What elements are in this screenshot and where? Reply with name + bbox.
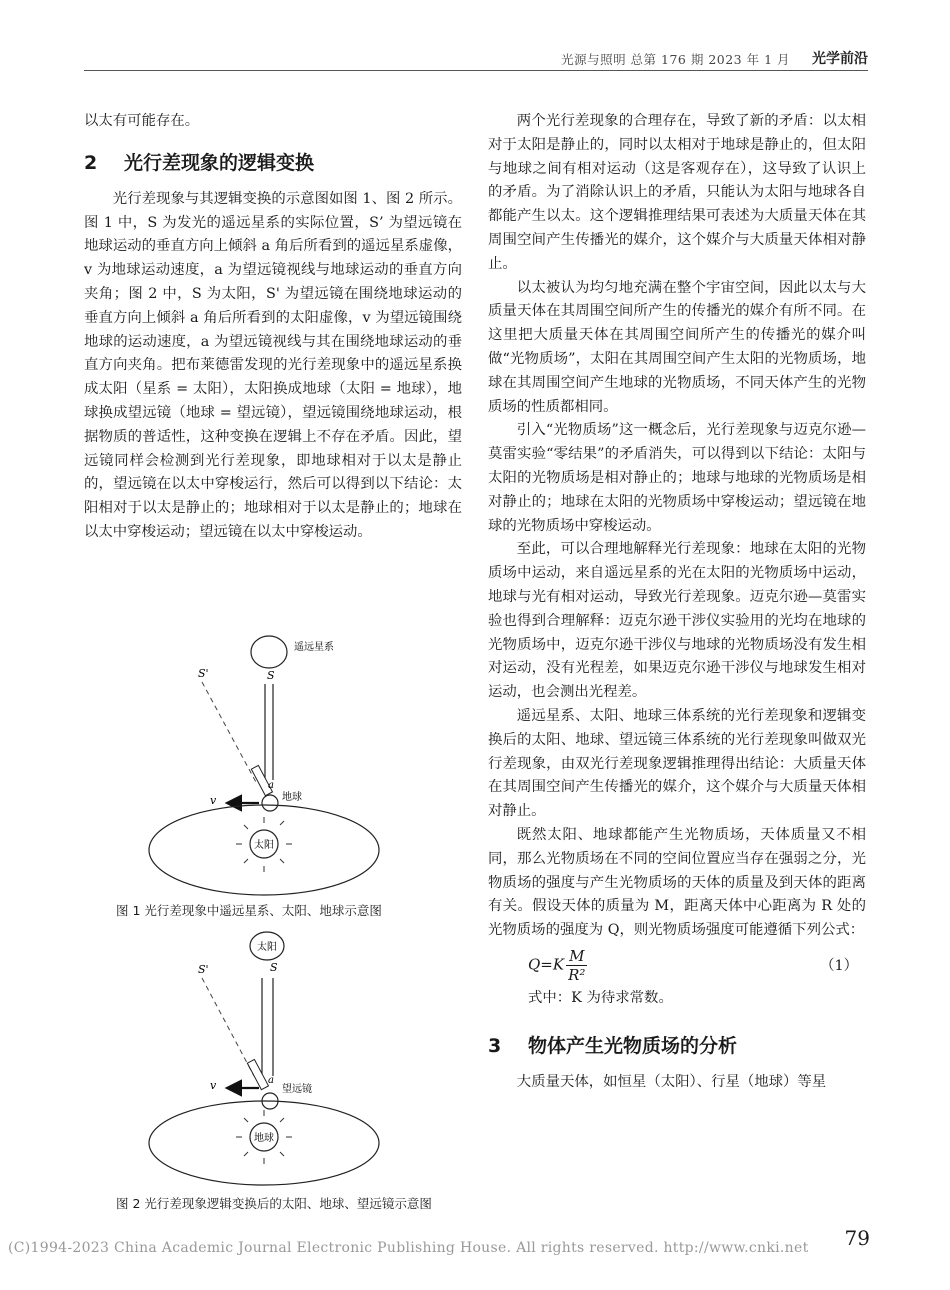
paragraph: 至此，可以合理地解释光行差现象：地球在太阳的光物质场中运动，来自遥远星系的光在太阳的光物质场中运动，地球与光有相对运动，导致光行差现象。迈克尔逊—莫雷实验也得到合理解释：迈克尔逊干涉仪实验用的光均在地球的光物质场中，迈克尔逊干涉仪与地球的光物质场没有发生相对运动，没有光程差，如果迈克尔逊干涉仪与地球发生相对运动，也会测出光程差。 xyxy=(488,541,866,701)
paragraph: 既然太阳、地球都能产生光物质场，天体质量又不相同，那么光物质场在不同的空间位置应当存在强弱之分，光物质场的强度与产生光物质场的天体的质量及到天体的距离有关。假设天体的质量为 M，距离天体中心距离为 R 处的光物质场的强度为 Q，则光物质场强度可能遵循下列公式： xyxy=(488,826,866,939)
figure-2-caption: 图 2 光行差现象逻辑变换后的太阳、地球、望远镜示意图 xyxy=(116,1196,432,1211)
paragraph: 两个光行差现象的合理存在，导致了新的矛盾：以太相对于太阳是静止的，同时以太相对于地球是静止的，但太阳与地球之间有相对运动（这是客观存在），这导致了认识上的矛盾。为了消除认识上的矛盾，只能认为太阳与地球各自都能产生以太。这个逻辑推理结果可表述为大质量天体在其周围空间产生传播光的媒介，这个媒介与大质量天体相对静止。 xyxy=(488,113,866,272)
figure-1-diagram xyxy=(84,632,462,897)
s-prime-label: S' xyxy=(198,963,209,976)
formula-expression xyxy=(528,947,587,984)
dashed-line xyxy=(202,978,254,1076)
star-label: 遥远星系 xyxy=(294,642,334,653)
moving-body-label: 地球 xyxy=(282,792,302,803)
section-number: 2 xyxy=(84,151,98,174)
formula-1 xyxy=(488,943,866,987)
formula-lhs: Q=K xyxy=(528,955,565,974)
s-label: S xyxy=(267,669,275,682)
formula-denominator: R² xyxy=(568,965,586,984)
v-label: v xyxy=(210,1079,217,1092)
paragraph: 光行差现象与其逻辑变换的示意图如图 1、图 2 所示。图 1 中，S 为发光的遥远星系的实际位置，S’ 为望远镜在地球运动的垂直方向上倾斜 a 角后所看到的遥远星系虚像，v 为地球运动速度，a 为望远镜视线与地球运动的垂直方向夹角；图 2 中，S 为太阳，S' 为望远镜在围绕地球运动的垂直方向上倾斜 a 角后所看到的太阳虚像，v 为望远镜围绕地球的运动速度，a 为望远镜视线与其在围绕地球运动的垂直方向夹角。把布莱德雷发现的光行差现象中的遥远星系换成太阳（星系 = 太阳），太阳换成地球（太阳 = 地球），地球换成望远镜（地球 = 望远镜），望远镜围绕地球运动，根据物质的普适性，这种变换在逻辑上不存在矛盾。因此，望远镜同样会检测到光行差现象，即地球相对于以太是静止的，望远镜在以太中穿梭运行，然后可以得到以下结论：太阳相对于以太是静止的；地球相对于以太是静止的；地球在以太中穿梭运动；望远镜在以太中穿梭运动。 xyxy=(84,190,462,540)
figure-2-diagram xyxy=(84,928,462,1193)
center-label: 地球 xyxy=(254,1133,274,1144)
page-header xyxy=(84,46,868,71)
page-number: 79 xyxy=(844,1226,870,1250)
star-circle xyxy=(251,636,287,668)
formula-number: （1） xyxy=(820,957,858,974)
section-title: 物体产生光物质场的分析 xyxy=(528,1034,738,1057)
paragraph: 遥远星系、太阳、地球三体系统的光行差现象和逻辑变换后的太阳、地球、望远镜三体系统的光行差现象叫做双光行差现象，由双光行差现象逻辑推理得出结论：大质量天体在其周围空间产生传播光的媒介，这个媒介与大质量天体相对静止。 xyxy=(488,707,866,820)
figure-1-caption: 图 1 光行差现象中遥远星系、太阳、地球示意图 xyxy=(116,903,382,918)
angle-label: a xyxy=(268,780,274,791)
angle-label: a xyxy=(268,1075,274,1086)
figure-2 xyxy=(84,928,462,1193)
paragraph: 引入“光物质场”这一概念后，光行差现象与迈克尔逊—莫雷实验“零结果”的矛盾消失，可以得到以下结论：太阳与太阳的光物质场是相对静止的；地球与地球的光物质场是相对静止的；地球在太阳的光物质场中穿梭运动；望远镜在地球的光物质场中穿梭运动。 xyxy=(488,422,866,534)
formula-fraction xyxy=(566,947,587,984)
formula-numerator: M xyxy=(566,947,587,966)
section-label: 光学前沿 xyxy=(812,51,868,67)
top-body-label: 太阳 xyxy=(257,942,277,953)
s-prime-label: S' xyxy=(198,667,209,680)
figure-1 xyxy=(84,632,462,897)
s-label: S xyxy=(270,961,278,974)
section-number: 3 xyxy=(488,1034,502,1057)
moving-body-circle xyxy=(262,795,278,811)
right-column xyxy=(488,110,866,1094)
section-heading xyxy=(488,1033,866,1059)
left-column xyxy=(84,110,462,545)
section-heading xyxy=(84,150,462,176)
v-label: v xyxy=(210,794,217,807)
center-label: 太阳 xyxy=(254,840,274,851)
copyright-footer: (C)1994-2023 China Academic Journal Electronic Publishing House. All rights reserved. http://www.cnki.net xyxy=(8,1240,809,1256)
paragraph: 以太有可能存在。 xyxy=(84,113,200,129)
section-title: 光行差现象的逻辑变换 xyxy=(124,151,315,174)
journal-info: 光源与照明 总第 176 期 2023 年 1 月 xyxy=(561,52,790,67)
formula-note: 式中：K 为待求常数。 xyxy=(528,989,673,1006)
paragraph: 大质量天体，如恒星（太阳）、行星（地球）等星 xyxy=(516,1073,827,1090)
dashed-line xyxy=(202,682,257,784)
moving-body-label: 望远镜 xyxy=(282,1084,312,1095)
telescope-icon xyxy=(247,1059,268,1089)
paragraph: 以太被认为均匀地充满在整个宇宙空间，因此以太与大质量天体在其周围空间所产生的传播光的媒介有所不同。在这里把大质量天体在其周围空间所产生的传播光的媒介叫做“光物质场”，太阳在其周围空间产生太阳的光物质场，地球在其周围空间产生地球的光物质场，不同天体产生的光物质场的性质都相同。 xyxy=(488,279,866,415)
